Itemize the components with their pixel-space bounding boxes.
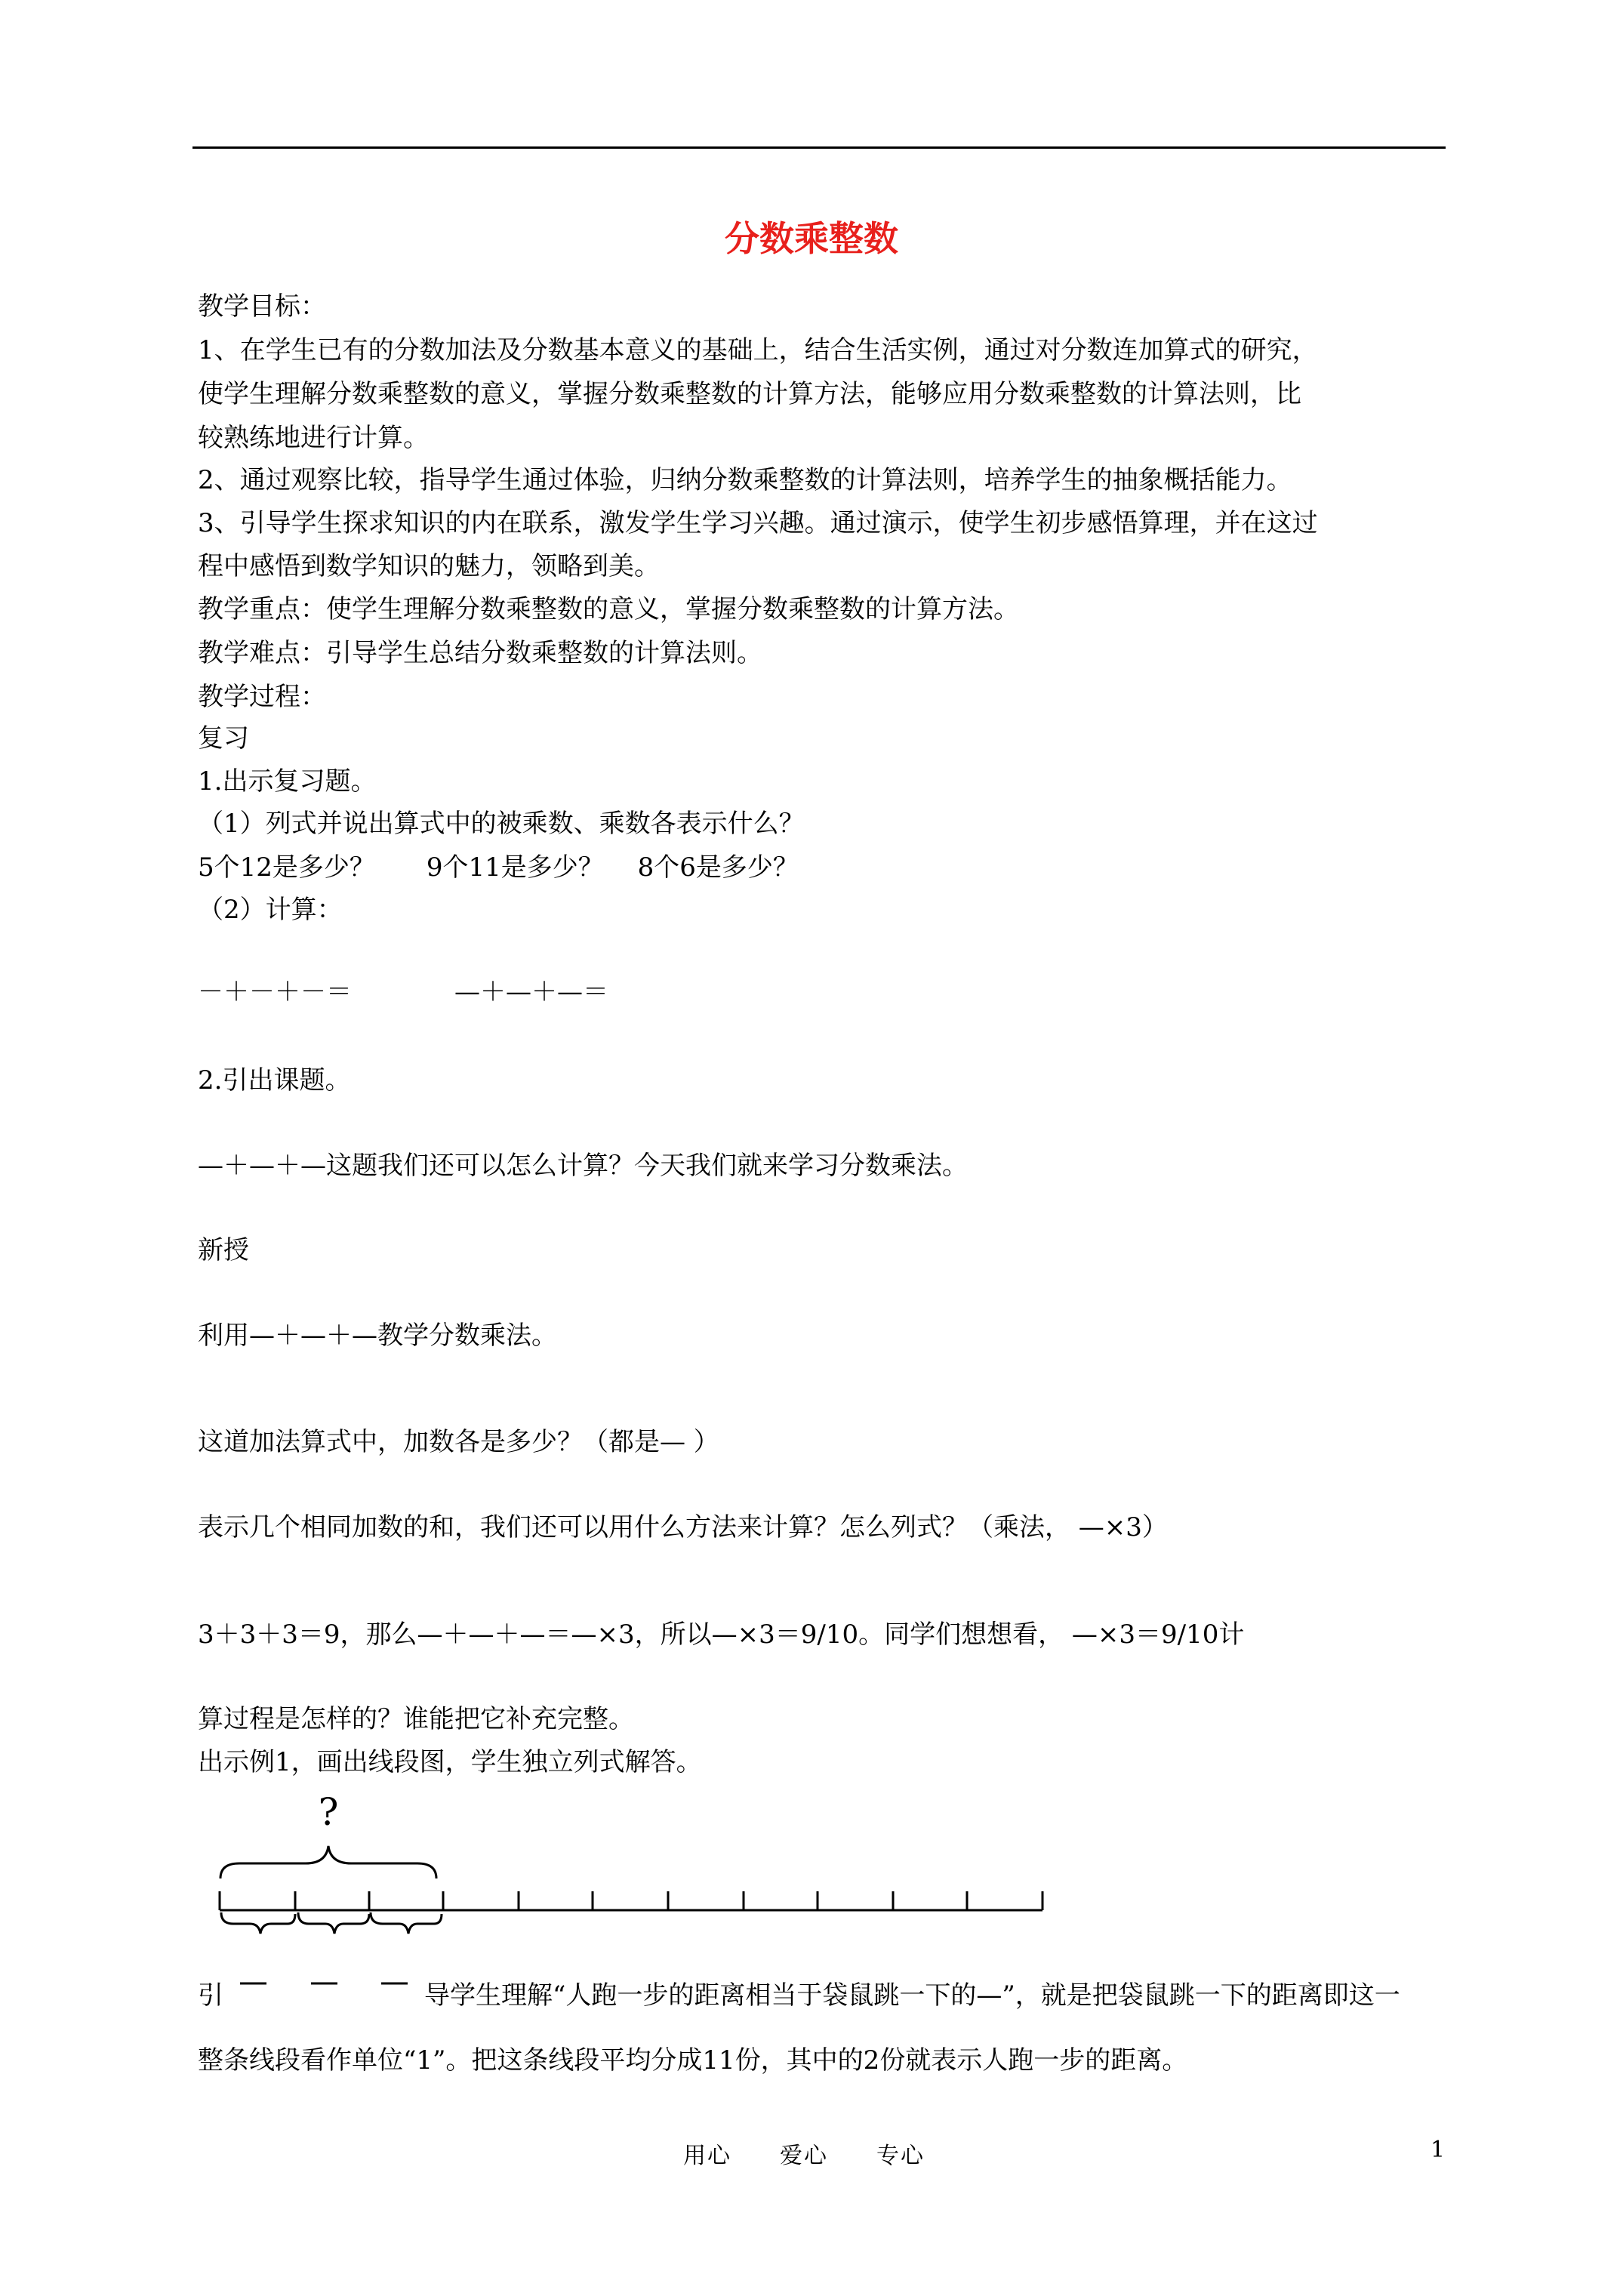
header-rule [192, 146, 1446, 149]
text-line: 3、引导学生探求知识的内在联系，激发学生学习兴趣。通过演示，使学生初步感悟算理，并在这过 [198, 508, 1318, 538]
text-line: 导学生理解“人跑一步的距离相当于袋鼠跳一下的—”，就是把袋鼠跳一下的距离即这一 [424, 1980, 1400, 2011]
text-line: 表示几个相同加数的和，我们还可以用什么方法来计算？怎么列式？（乘法， —×3） [198, 1512, 1168, 1542]
text-line: 教学重点：使学生理解分数乘整数的意义，掌握分数乘整数的计算方法。 [198, 594, 1019, 624]
text-line: 复习 [198, 723, 249, 754]
text-line: 3＋3＋3＝9，那么—＋—＋—＝—×3，所以—×3＝9/10。同学们想想看， —×3＝9/10计 [198, 1620, 1245, 1650]
text-line: 1.出示复习题。 [198, 766, 377, 797]
text-line: 新授 [198, 1235, 249, 1265]
text-line: （2）计算： [198, 895, 343, 925]
text-line: 出示例1，画出线段图，学生独立列式解答。 [198, 1747, 702, 1777]
text-line: 引 [198, 1980, 223, 2011]
text-line: 教学过程： [198, 682, 326, 712]
text-line: 这道加法算式中，加数各是多少？（都是— ） [198, 1427, 719, 1457]
text-line: 利用—＋—＋—教学分数乘法。 [198, 1321, 557, 1351]
text-line: －＋－＋－＝ —＋—＋—＝ [198, 977, 608, 1007]
text-line: 使学生理解分数乘整数的意义，掌握分数乘整数的计算方法，能够应用分数乘整数的计算法则，比 [198, 379, 1301, 409]
text-line: 较熟练地进行计算。 [198, 423, 429, 453]
text-line: 算过程是怎样的？谁能把它补充完整。 [198, 1704, 634, 1734]
footer-slogan: 用心 爱心 专心 [683, 2143, 925, 2169]
text-line: 1、在学生已有的分数加法及分数基本意义的基础上，结合生活实例，通过对分数连加算式的研究， [198, 335, 1318, 365]
text-line: 整条线段看作单位“1”。把这条线段平均分成11份，其中的2份就表示人跑一步的距离。 [198, 2045, 1188, 2076]
text-line: 程中感悟到数学知识的魅力，领略到美。 [198, 551, 660, 581]
text-line: （1）列式并说出算式中的被乘数、乘数各表示什么？ [198, 809, 805, 839]
line-segment-diagram [215, 1786, 1061, 1989]
text-line: 教学难点：引导学生总结分数乘整数的计算法则。 [198, 638, 762, 668]
document-title: 分数乘整数 [725, 218, 898, 259]
question-mark: ? [318, 1790, 339, 1834]
text-line: 2、通过观察比较，指导学生通过体验，归纳分数乘整数的计算法则，培养学生的抽象概括能力。 [198, 465, 1292, 495]
text-line: 2.引出课题。 [198, 1065, 351, 1096]
page-number: 1 [1431, 2137, 1446, 2163]
text-line: —＋—＋—这题我们还可以怎么计算？今天我们就来学习分数乘法。 [198, 1151, 968, 1181]
top-brace [220, 1846, 436, 1878]
bottom-braces [221, 1912, 442, 1934]
text-line: 教学目标： [198, 291, 326, 322]
text-line: 5个12是多少？ 9个11是多少？ 8个6是多少？ [198, 852, 799, 883]
segment-ticks [220, 1891, 1042, 1910]
